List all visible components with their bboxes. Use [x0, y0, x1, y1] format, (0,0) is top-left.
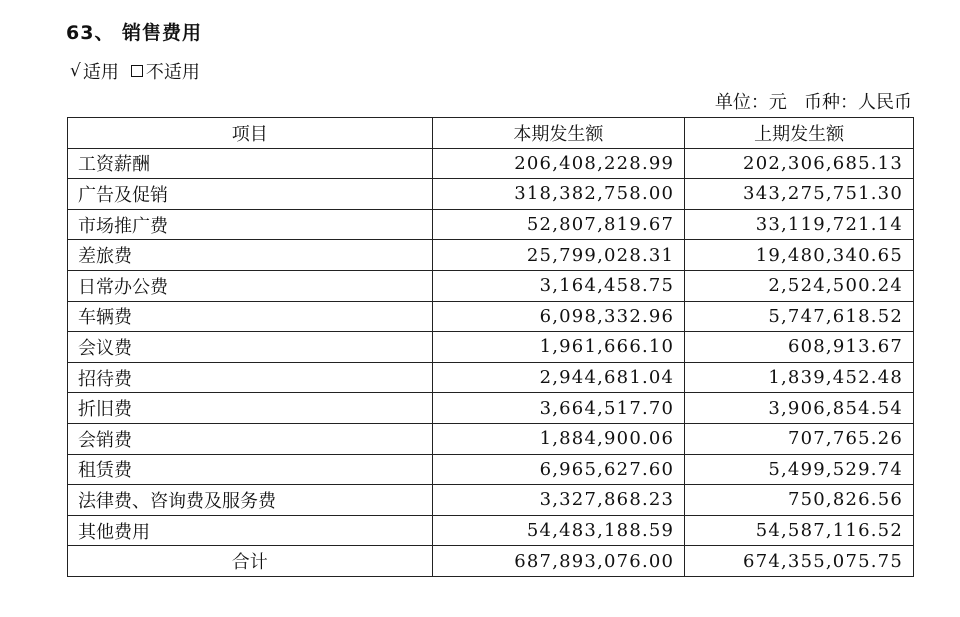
row-previous-amount: 3,906,854.54	[685, 393, 914, 424]
row-item: 会销费	[68, 423, 433, 454]
row-previous-amount: 54,587,116.52	[685, 515, 914, 546]
row-current-amount: 206,408,228.99	[432, 148, 685, 179]
row-item: 市场推广费	[68, 209, 433, 240]
table-row	[68, 454, 914, 485]
empty-checkbox-icon	[131, 65, 143, 77]
header-item: 项目	[68, 118, 433, 149]
row-item: 会议费	[68, 332, 433, 363]
row-previous-amount: 707,765.26	[685, 423, 914, 454]
row-previous-amount: 608,913.67	[685, 332, 914, 363]
row-current-amount: 3,664,517.70	[432, 393, 685, 424]
row-previous-amount: 750,826.56	[685, 485, 914, 516]
row-current-amount: 6,965,627.60	[432, 454, 685, 485]
sales-expense-table	[67, 117, 914, 577]
row-previous-amount: 202,306,685.13	[685, 148, 914, 179]
section-title: 63、 销售费用	[66, 22, 203, 44]
checkmark-icon: √	[70, 61, 81, 81]
row-current-amount: 3,327,868.23	[432, 485, 685, 516]
unit-currency-note: 单位：元 币种：人民币	[714, 92, 912, 113]
total-current-amount: 687,893,076.00	[432, 546, 685, 577]
option-applicable-label: 适用	[82, 62, 119, 83]
header-current-period: 本期发生额	[432, 118, 685, 149]
row-item: 租赁费	[68, 454, 433, 485]
total-row	[68, 546, 914, 577]
table-row	[68, 209, 914, 240]
table-header-row	[68, 118, 914, 149]
row-previous-amount: 1,839,452.48	[685, 362, 914, 393]
row-previous-amount: 33,119,721.14	[685, 209, 914, 240]
row-item: 法律费、咨询费及服务费	[68, 485, 433, 516]
table-row	[68, 270, 914, 301]
row-item: 日常办公费	[68, 270, 433, 301]
row-current-amount: 54,483,188.59	[432, 515, 685, 546]
row-item: 广告及促销	[68, 179, 433, 210]
table-row	[68, 148, 914, 179]
option-not-applicable-label: 不适用	[145, 62, 200, 83]
row-previous-amount: 5,499,529.74	[685, 454, 914, 485]
row-current-amount: 3,164,458.75	[432, 270, 685, 301]
row-current-amount: 6,098,332.96	[432, 301, 685, 332]
table-row	[68, 515, 914, 546]
table-row	[68, 485, 914, 516]
table-row	[68, 240, 914, 271]
table-row	[68, 179, 914, 210]
row-current-amount: 25,799,028.31	[432, 240, 685, 271]
row-previous-amount: 2,524,500.24	[685, 270, 914, 301]
row-item: 折旧费	[68, 393, 433, 424]
row-item: 差旅费	[68, 240, 433, 271]
table-row	[68, 332, 914, 363]
row-current-amount: 52,807,819.67	[432, 209, 685, 240]
row-current-amount: 1,884,900.06	[432, 423, 685, 454]
row-item: 车辆费	[68, 301, 433, 332]
row-item: 其他费用	[68, 515, 433, 546]
table-row	[68, 393, 914, 424]
row-item: 招待费	[68, 362, 433, 393]
row-previous-amount: 19,480,340.65	[685, 240, 914, 271]
option-not-applicable	[131, 58, 200, 84]
row-previous-amount: 343,275,751.30	[685, 179, 914, 210]
row-current-amount: 1,961,666.10	[432, 332, 685, 363]
row-previous-amount: 5,747,618.52	[685, 301, 914, 332]
table-row	[68, 301, 914, 332]
applicability-options	[70, 58, 212, 84]
total-label: 合计	[68, 546, 433, 577]
row-current-amount: 318,382,758.00	[432, 179, 685, 210]
row-item: 工资薪酬	[68, 148, 433, 179]
option-applicable	[70, 58, 119, 84]
total-previous-amount: 674,355,075.75	[685, 546, 914, 577]
table-row	[68, 362, 914, 393]
header-previous-period: 上期发生额	[685, 118, 914, 149]
table-row	[68, 423, 914, 454]
row-current-amount: 2,944,681.04	[432, 362, 685, 393]
